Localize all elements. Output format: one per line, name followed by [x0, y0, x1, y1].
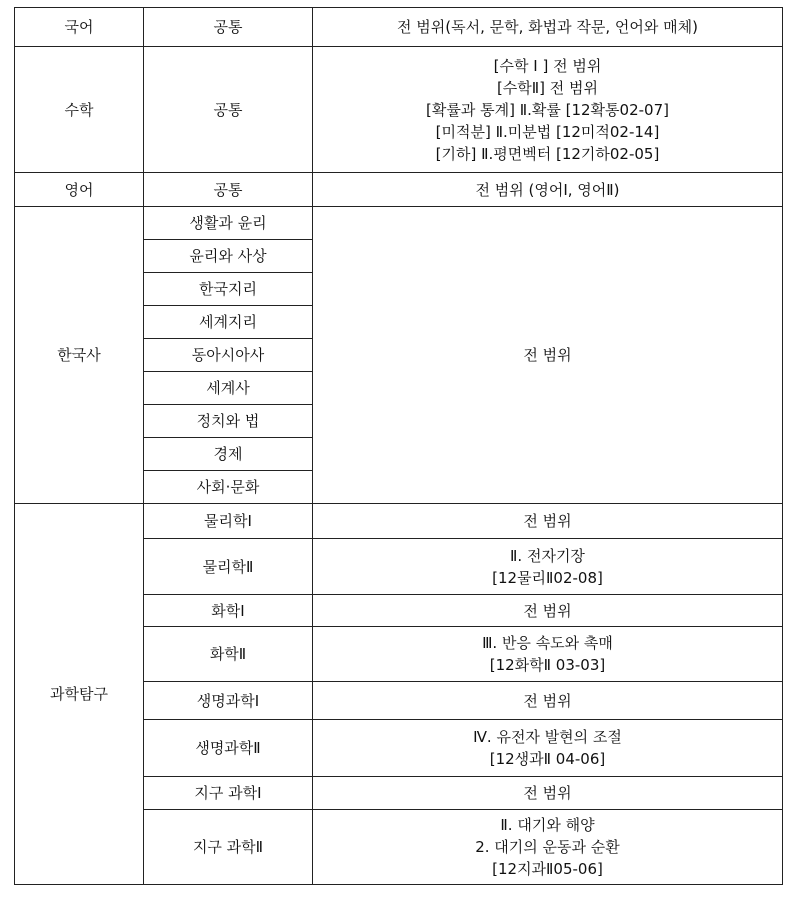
- course-cell: 지구 과학Ⅱ: [144, 810, 313, 885]
- scope-line: [12지과Ⅱ05-06]: [492, 860, 603, 878]
- scope-cell: [313, 504, 783, 539]
- scope-line: [12화학Ⅱ 03-03]: [489, 656, 606, 674]
- exam-scope-table: [14, 7, 783, 885]
- scope-line: [기하] Ⅱ.평면벡터 [12기하02-05]: [435, 144, 660, 163]
- course-cell: 화학I: [144, 595, 313, 627]
- subject-cell-science: 과학탐구: [15, 504, 144, 885]
- course-cell: 한국지리: [144, 273, 313, 306]
- subject-cell: 국어: [15, 8, 144, 47]
- scope-cell: [313, 8, 783, 47]
- course-cell: 세계지리: [144, 306, 313, 339]
- course-cell: 지구 과학I: [144, 777, 313, 810]
- table-row: [15, 173, 783, 207]
- scope-cell: [313, 627, 783, 682]
- scope-cell: [313, 777, 783, 810]
- scope-line: [수학Ⅱ] 전 범위: [496, 78, 599, 97]
- course-cell: 세계사: [144, 372, 313, 405]
- scope-cell: [313, 720, 783, 777]
- scope-cell: [313, 173, 783, 207]
- scope-line: 전 범위: [523, 512, 572, 530]
- course-cell: 물리학Ⅱ: [144, 539, 313, 595]
- scope-line: [12물리Ⅱ02-08]: [492, 568, 603, 587]
- scope-line: 전 범위: [523, 784, 572, 802]
- course-cell: 공통: [144, 47, 313, 173]
- scope-cell-social: 전 범위: [313, 207, 783, 504]
- subject-cell-social: 한국사: [15, 207, 144, 504]
- scope-line: [미적분] Ⅱ.미분법 [12미적02-14]: [435, 122, 660, 141]
- scope-line: Ⅱ. 전자기장: [510, 546, 585, 565]
- scope-line: 전 범위: [523, 691, 572, 710]
- course-cell: 경제: [144, 438, 313, 471]
- scope-line: Ⅱ. 대기와 해양: [500, 816, 595, 834]
- scope-line: Ⅳ. 유전자 발현의 조절: [473, 728, 622, 746]
- course-cell: 동아시아사: [144, 339, 313, 372]
- scope-line: Ⅲ. 반응 속도와 촉매: [482, 634, 613, 652]
- scope-line: 2. 대기의 운동과 순환: [475, 838, 620, 856]
- scope-line: 전 범위 (영어Ⅰ, 영어Ⅱ): [475, 180, 620, 199]
- course-cell: 생명과학I: [144, 682, 313, 720]
- course-cell: 공통: [144, 173, 313, 207]
- subject-cell: 수학: [15, 47, 144, 173]
- table-row: [15, 47, 783, 173]
- scope-cell: [313, 810, 783, 885]
- course-cell: 물리학I: [144, 504, 313, 539]
- course-cell: 화학Ⅱ: [144, 627, 313, 682]
- course-cell: 공통: [144, 8, 313, 47]
- scope-cell: [313, 682, 783, 720]
- course-cell: 사회·문화: [144, 471, 313, 504]
- course-cell: 생명과학Ⅱ: [144, 720, 313, 777]
- scope-line: [수학 I ] 전 범위: [493, 56, 602, 75]
- scope-line: 전 범위: [523, 601, 572, 620]
- table-row: [15, 207, 783, 240]
- scope-line: [12생과Ⅱ 04-06]: [489, 750, 606, 768]
- scope-line: [확률과 통계] Ⅱ.확률 [12확통02-07]: [426, 100, 669, 119]
- scope-cell: [313, 539, 783, 595]
- subject-cell: 영어: [15, 173, 144, 207]
- course-cell: 생활과 윤리: [144, 207, 313, 240]
- course-cell: 윤리와 사상: [144, 240, 313, 273]
- table-row: [15, 504, 783, 539]
- course-cell: 정치와 법: [144, 405, 313, 438]
- scope-line: 전 범위(독서, 문학, 화법과 작문, 언어와 매체): [397, 18, 698, 36]
- table-row: [15, 8, 783, 47]
- scope-cell: [313, 595, 783, 627]
- scope-cell: [313, 47, 783, 173]
